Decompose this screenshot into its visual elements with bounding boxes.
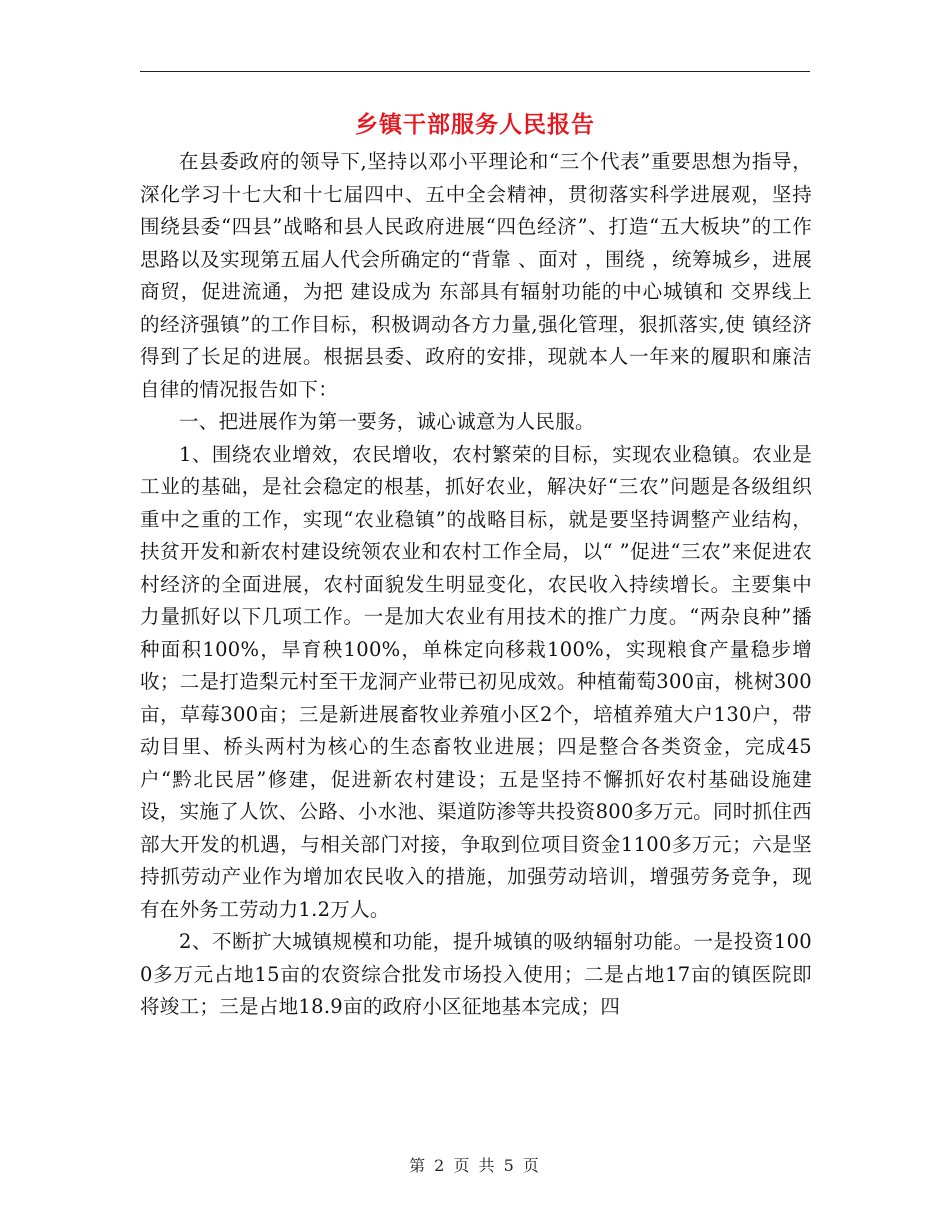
header-rule — [140, 71, 810, 72]
document-body — [140, 146, 812, 1024]
paragraph-urban: 2、不断扩大城镇规模和功能，提升城镇的吸纳辐射功能。一是投资1000多万元占地15亩的农资综合批发市场投入使用；二是占地17亩的镇医院即将竣工；三是占地18.9亩的政府小区征地基本完成；四 — [140, 930, 812, 1018]
paragraph-section-heading: 一、把进展作为第一要务，诚心诚意为人民服。 — [179, 410, 595, 433]
page-footer: 第 2 页 共 5 页 — [409, 1156, 541, 1175]
paragraph-intro: 在县委政府的领导下,坚持以邓小平理论和“三个代表”重要思想为指导，深化学习十七大和十七届四中、五中全会精神，贯彻落实科学进展观，坚持围绕县委“四县”战略和县人民政府进展“四色经济”、打造“五大板块”的工作思路以及实现第五届人代会所确定的“背靠 、面对 ，围绕 ，统筹城乡，进展商贸，促进流通，为把 建设成为 东部具有辐射功能的中心城镇和 交界线上的经济强镇”的工作目标，积极调动各方力量,强化管理，狠抓落实,使 镇经济得到了长足的进展。根据县委、政府的安排，现就本人一年来的履职和廉洁自律的情况报告如下： — [140, 150, 812, 401]
paragraph-agriculture: 1、围绕农业增效，农民增收，农村繁荣的目标，实现农业稳镇。农业是工业的基础，是社会稳定的根基，抓好农业，解决好“三农”问题是各级组织重中之重的工作，实现“农业稳镇”的战略目标，就是要坚持调整产业结构，扶贫开发和新农村建设统领农业和农村工作全局，以“ ”促进“三农”来促进农村经济的全面进展，农村面貌发生明显变化，农民收入持续增长。主要集中力量抓好以下几项工作。一是加大农业有用技术的推广力度。“两杂良种”播种面积100%，旱育秧100%，单株定向移栽100%，实现粮食产量稳步增收；二是打造梨元村至干龙洞产业带已初见成效。种植葡萄300亩，桃树300亩，草莓300亩；三是新进展畜牧业养殖小区2个，培植养殖大户130户，带动目里、桥头两村为核心的生态畜牧业进展；四是整合各类资金，完成45户“黔北民居”修建，促进新农村建设；五是坚持不懈抓好农村基础设施建设，实施了人饮、公路、小水池、渠道防渗等共投资800多万元。同时抓住西部大开发的机遇，与相关部门对接，争取到位项目资金1100多万元；六是坚持抓劳动产业作为增加农民收入的措施，加强劳动培训，增强劳务竞争，现有在外务工劳动力1.2万人。 — [140, 442, 812, 921]
document-title: 乡镇干部服务人民报告 — [355, 111, 595, 138]
